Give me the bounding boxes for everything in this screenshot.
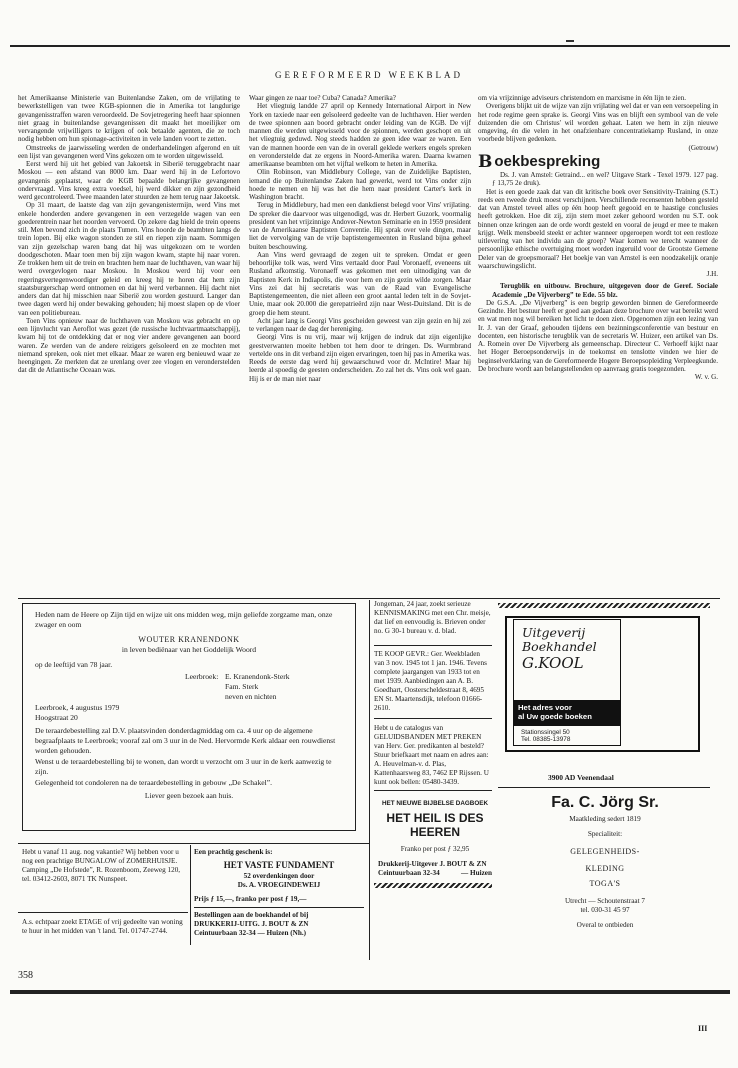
- jorg-item: TOGA'S: [589, 879, 621, 888]
- funeral-attend-info: Wenst u de teraardebestelling bij te wonen, dan wordt u verzocht om 3 uur in de kerk aanwezig te zijn.: [35, 757, 332, 776]
- deceased-role: in leven bediënaar van het Goddelijk Woord: [121, 645, 257, 655]
- article-column-3: [478, 94, 718, 381]
- article-paragraph: Waar gingen ze naar toe? Cuba? Canada? Amerika?: [249, 94, 396, 102]
- jorg-phone: tel. 030-31 45 97: [580, 906, 630, 914]
- heading-rest: oekbespreking: [494, 152, 601, 170]
- kool-logo-card: [513, 619, 621, 746]
- kool-city: 3900 AD Veenendaal: [548, 773, 614, 782]
- kool-phone: Tel. 08385-13978: [521, 736, 571, 744]
- death-notice: [22, 603, 356, 831]
- jorg-tailor-ad: [500, 794, 710, 930]
- fundament-author: Ds. A. VROEGINDEWEIJ: [237, 881, 321, 889]
- article-paragraph: Overigens blijkt uit de wijze van zijn vrijlating wel dat er van een versoepeling in het rode regime geen sprake is. Georgi Vins was en blijft een symbool van de vele duizenden die om Christus' wil worden gehaat. Laten we hem in zijn nieuwe omgeving, én die velen in het onafzienbare concentratiekamp Rusland, in onze voorbede blijven gedenken.: [478, 102, 718, 144]
- kool-address: Stationssingel 50: [521, 729, 570, 736]
- fundament-ad: [194, 848, 364, 938]
- review-signature: W. v. G.: [694, 373, 718, 381]
- top-dash-mark: [566, 40, 574, 42]
- zigzag-border: [374, 883, 492, 888]
- fundament-address: Ceintuurbaan 32-34 — Huizen (Nh.): [194, 929, 307, 937]
- kool-tagline-2: al Uw goede boeken: [518, 712, 592, 721]
- jorg-item: KLEDING: [585, 864, 625, 873]
- page-number: 358: [18, 970, 33, 981]
- signers-label: Leerbroek:: [185, 672, 219, 682]
- top-rule: [10, 45, 730, 47]
- deceased-name: WOUTER KRANENDONK: [138, 635, 240, 645]
- article-signature: (Getrouw): [688, 143, 718, 152]
- kool-line-uitgeverij: Uitgeverij: [522, 625, 586, 640]
- section-heading-boekbespreking: [478, 151, 718, 172]
- heil-ad: [378, 800, 492, 878]
- article-paragraph: Toen Vins opnieuw naar de luchthaven van Moskou was gebracht en op een lijnvlucht van Aeroflot was gezet (de russische luchtvaartmaatschappij), kwam hij tot de ontdekking dat er nog vier andere gevangenen aan boord waren. Ze werden van de andere reizigers geïsoleerd en ze mochten met niemand spreken, ook niet met elkaar. Maar ze waren erg benieuwd waar ze heengingen. Ze merkten dat ze urenlang over zee vlogen en veronderstelden dat dit de Atlantische Oceaan was.: [18, 316, 240, 375]
- fundament-price: Prijs ƒ 15,—, franko per post ƒ 19,—: [194, 895, 307, 903]
- heading-initial: B: [478, 151, 493, 172]
- fundament-intro: Een prachtig geschenk is:: [194, 848, 273, 856]
- notice-address: Hoogstraat 20: [35, 712, 78, 722]
- ad-divider: [18, 912, 188, 913]
- corner-mark: III: [698, 1024, 708, 1033]
- heil-ad-kicker: HET NIEUWE BIJBELSE DAGBOEK: [381, 800, 488, 807]
- heil-ad-price: Franko per post ƒ 32,95: [400, 845, 470, 853]
- article-paragraph: Olin Robinson, van Middlebury College, van de Zuidelijke Baptisten, iemand die op Buitenlandse Zaken had gewerkt, werd tot Vins onder zijn hoede te nemen en hij was het die hem naar president Carter's kerk in Washington bracht.: [249, 168, 471, 201]
- classified-divider: [374, 718, 492, 719]
- signers-list: [225, 672, 290, 701]
- fundament-title: HET VASTE FUNDAMENT: [223, 860, 335, 870]
- article-paragraph: Het vliegtuig landde 27 april op Kennedy International Airport in New York en taxiede naar een geïsoleerd gedeelte van de luchthaven. Hier werden de twee spionnen aan boord gebracht onder leiding van de KGB. De vijf mannen die werden uitgewisseld voor de spionnen, werden geschopt en uit het vliegtuig geduwd. Nog steeds hadden ze geen idee waar ze waren. Een van de mannen hoorde een van de in overall geklede werkers engels spreken en veronderstelde dat ze ergens in Noord-Amerika waren. Daarna kwamen amerikaanse beambten om het vijftal welkom te heten in Amerika.: [249, 102, 471, 168]
- classified-catalogus: Hebt u de catalogus van GELUIDSBANDEN MET PREKEN van Herv. Ger. predikanten al besteld? Stuur briefkaart met naam en adres aan: A. Heuvelman-v. d. Plas, Kattenhaarsweg 83, 7462 EP Rijssen. U kunt ook bellen: 05480-3439.: [374, 724, 489, 786]
- signer: E. Kranendonk-Sterk: [225, 672, 290, 682]
- classified-kennismaking: Jongeman, 24 jaar, zoekt serieuze KENNISMAKING met een Chr. meisje, dat lief en eenvoudig is. Brieven onder no. G 30-1 bureau v. d. blad.: [374, 600, 491, 635]
- column-divider: [190, 845, 191, 945]
- jorg-address: Utrecht — Schoutenstraat 7: [564, 897, 646, 905]
- fundament-subtitle: 52 overdenkingen door: [243, 872, 315, 880]
- condolence-info: Gelegenheid tot condoleren na de teraardebestelling in gebouw „De Schakel”.: [35, 778, 272, 788]
- signers-block: [35, 672, 343, 701]
- heil-ad-title: HET HEIL IS DES: [386, 811, 484, 825]
- classified-etage: A.s. echtpaar zoekt ETAGE of vrij gedeelte van woning te huur in het midden van 't land. Tel. 01747-2744.: [22, 918, 183, 935]
- review-body: De G.S.A. „De Vijverberg” is een begrip geworden binnen de Gereformeerde Gezindte. Het bestuur heeft er goed aan gedaan deze brochure over wat bereikt werd en wat men nog wil bereiken het licht te doen zien. Opgenomen zijn een lezing van Ir. J. van der Graaf, gehouden tijdens een bezinningsconferentie van bestuur en docenten, een historische terugblik van de secretaris W. Huizer, een artikel van Ds. A. Romein over De Vijverberg als gemeenschap. Directeur C. Verhoeff kijkt naar het Hoger Beroepsonderwijs in de toekomst en tenslotte vinden we hier de beginselverklaring van de Gereformeerde Hogere Beroepsopleiding Verpleegkunde. De brochure wordt aan belangstellenden op aanvraag gratis toegezonden.: [478, 298, 718, 373]
- ad-divider: [18, 843, 370, 844]
- kool-address-block: [521, 729, 570, 744]
- fundament-publisher: DRUKKERIJ-UITG. J. BOUT & ZN: [194, 920, 309, 928]
- classified-divider: [374, 790, 492, 791]
- article-paragraph: Omstreeks de jaarwisseling werden de onderhandelingen afgerond en uit een lijst van gevangenen werd Vins gekozen om te worden uitgewisseld.: [18, 143, 240, 160]
- heil-ad-title-line2: HEEREN: [409, 825, 460, 839]
- review-book-heading: Ds. J. van Amstel: Getraind... en wel? Uitgave Stark - Texel 1979. 127 pag. ƒ 13,75 2e druk).: [492, 171, 718, 188]
- review-signature: J.H.: [706, 270, 718, 278]
- article-paragraph: Aan Vins werd gevraagd de zegen uit te spreken. Omdat er geen behoorlijke tolk was, werd Vins vertaald door Paul Voronaeff, eveneens uit Rusland afkomstig. Voronaeff was gekomen met een uitnodiging van de Baptisten Kerk in Indiapolis, die voor hem en zijn gezin wilde zorgen. Maar Vins zei dat hij secretaris was van de Raad van Evangelische Baptistengemeenten, die niet alleen een groot aantal leden telt in de Sovjet-Unie, maar ook 20.000 die gerepatrieërd zijn naar West-Duitsland. Dit is de groep die hem steunt.: [249, 250, 471, 317]
- notice-date: Leerbroek, 4 augustus 1979: [35, 703, 120, 713]
- jorg-note: Overal te ontbieden: [576, 921, 634, 929]
- jorg-specialty-label: Specialiteit:: [587, 830, 623, 838]
- heil-ad-publisher: Drukkerij-Uitgever J. BOUT & ZN: [378, 860, 487, 868]
- article-paragraph: Georgi Vins is nu vrij, maar wij krijgen de indruk dat zijn eigenlijke geestverwanten moeite hebben tot hem door te dringen. Ds. Wurmbrand vertelde ons in dit verband zijn eigen ervaringen, toen hij pas in Amerika was. Reeds de eerste dag werd hij gewaarschuwd voor dr. McIntire! Maar hij leerde al spoedig de geesten onderscheiden. Zo zal het ds. Vins ook wel gaan. Hij is er de man niet naar: [249, 333, 471, 383]
- ad-divider: [498, 787, 710, 788]
- jorg-name: Fa. C. Jörg Sr.: [551, 794, 659, 811]
- review-body: Het is een goede zaak dat van dit kritische boek over Sensitivity-Training (S.T.) reeds een tweede druk moest verschijnen. Verschillende recensenten hebben gesteld dat van Amstel teveel alles op één hoop heeft gegooid en te haastige conclusies heeft getrokken. Hoe dit zij, zijn stem moet zeker gehoord worden nu S.T. ook binnen onze kringen aan de orde wordt gesteld en vooral de jeugd er mee te maken krijgt. Welk mensbeeld steekt er achter wanneer opgeroepen wordt tot een restloze uitlevering van het individu aan de groep? Waar komen we terecht wanneer de persoonlijke ethische overtuiging moet worden ingeruild voor de Grootste Gemene Deler van de groepsmoraal? Het boekje van van Amstel is een noodzakelijk oranje waarschuwingslicht.: [478, 187, 718, 270]
- no-visits-note: Liever geen bezoek aan huis.: [144, 790, 234, 800]
- article-column-2: [249, 94, 471, 383]
- classified-vakantie: Hebt u vanaf 11 aug. nog vakantie? Wij hebben voor u nog een prachtige BUNGALOW of ZOMERHUISJE. Camping „De Hofstede”, R. Rozenboom, Zeeweg 120, tel. 03412-2603, 8071 TK Nunspeet.: [22, 848, 181, 883]
- classified-te-koop: TE KOOP GEVR.: Ger. Weekbladen van 3 nov. 1945 tot 1 jan. 1946. Tevens complete jaargangen van 1933 tot en met 1939. Aanbiedingen aan A. B. Goedhart, Oosterscheldestraat 8, 4695 EN St. Maartensdijk, telefoon 01666-2610.: [374, 650, 487, 712]
- article-paragraph: Terug in Middlebury, had men een dankdienst belegd voor Vins' vrijlating. De spreker die daarvoor was uitgenodigd, was dr. Herbert Guzork, voormalig president van het vrijzinnige Andover-Newton Seminarie en in 1959 president van de Amerikaanse Baptisten Conventie. Hij sprak over vele dingen, maar liet de vervolging van de vrije baptistengemeenten in Rusland bijna geheel buiten beschouwing.: [249, 201, 471, 251]
- article-paragraph: Acht jaar lang is Georgi Vins gescheiden geweest van zijn gezin en hij zei te verlangen naar de dag der hereniging.: [249, 316, 471, 333]
- jorg-item: GELEGENHEIDS-: [570, 847, 640, 856]
- ads-separator: [18, 598, 720, 599]
- article-paragraph: het Amerikaanse Ministerie van Buitenlandse Zaken, om de vrijlating te bewerkstelligen van twee KGB-spionnen die in Amerika tot langdurige gevangenisstraffen waren veroordeeld. De Sovjetregering heeft haar spionnen niet graag in buitenlandse gevangenissen dit maakt het moeilijker om vervangende vrijwilligers te krijgen of ook betaalde agenten, die ze toch nodig hebben om hun spionage-activiteiten in vele landen voort te zetten.: [18, 94, 240, 144]
- death-intro: Heden nam de Heere op Zijn tijd en wijze uit ons midden weg, mijn geliefde zorgzame man, onze zwager en oom: [35, 610, 333, 629]
- kool-line-boekhandel: Boekhandel: [522, 639, 597, 654]
- signer: neven en nichten: [225, 691, 277, 701]
- heil-ad-street: Ceintuurbaan 32-34: [378, 869, 440, 877]
- kool-tagline: [513, 700, 621, 726]
- kool-tagline-1: Het adres voor: [518, 703, 572, 712]
- signer: Fam. Sterk: [225, 681, 259, 691]
- fundament-order: Bestellingen aan de boekhandel of bij: [194, 911, 309, 919]
- article-paragraph: Eerst werd hij uit het gebied van Jakoetsk in Siberië teruggebracht naar Moskou — een afstand van 8000 km. Daar werd hij in de Lefortovo gevangenis geplaatst, waar de KGB bepaalde belangrijke gevangenen ondervraagd. Vins kreeg extra voedsel, hij werd dikker en zijn gezondheid werd gecontroleerd. Twee maanden later stuurden ze hem terug naar Jakoetsk.: [18, 160, 240, 201]
- classified-divider: [374, 645, 492, 646]
- deceased-age: op de leeftijd van 78 jaar.: [35, 659, 113, 669]
- kool-bookshop-ad: [505, 616, 700, 752]
- article-paragraph: Op 31 maart, de laatste dag van zijn gevangenistermijn, werd Vins met enkele honderden andere gevangenen in een verzegelde wagen van een goederentrein naar het noorden vervoerd. Op zekere dag hield de trein opeens stil. Men bevond zich in de plaats Tumen. Vins hoorde de beambten langs de trein lopen. Bij elke wagon stonden ze stil en riepen zijn naam. Sommigen van zijn gezelschap waren bang dat hij was uitgekozen om te worden doodgeschoten. Maar toen men bij zijn wagon kwam, stapte hij naar voren. Ze trokken hem uit de trein en brachten hem naar de luchthaven, van waar hij werd overgevlogen naar Moskou. In Moskou werd hij voor een regeringsvertegenwoordiger geleid en kreeg hij te horen dat hem zijn staatsburgerschap werd ontnomen en dat hij werd verbannen. Hij dacht niet anders dan dat hij misschien naar Siberië zou worden gestuurd. Langer dan twee dagen werd hij onder bewaking gehouden; hij moest slapen op de vloer van een politiebureau.: [18, 201, 240, 317]
- zigzag-border: [498, 603, 710, 608]
- heil-ad-address: [378, 869, 492, 878]
- bottom-rule: [10, 990, 730, 994]
- funeral-info: De teraardebestelling zal D.V. plaatsvinden donderdagmiddag om ca. 4 uur op de algemene begraafplaats te Leerbroek; vooraf zal om 3 uur in de Ned. Hervormde Kerk aldaar een rouwdienst worden gehouden.: [35, 726, 336, 755]
- article-paragraph: om via vrijzinnige adviseurs christendom en marxisme in één lijn te zien.: [478, 94, 687, 102]
- jorg-subtitle: Maatkleding sedert 1819: [569, 815, 641, 823]
- review-book-title: Terugblik en uitbouw. Brochure, uitgegeven door de Geref. Sociale Academie „De Vijverberg” te Ede. 55 blz.: [492, 282, 718, 299]
- article-column-1: [18, 94, 240, 375]
- column-divider: [369, 600, 370, 960]
- kool-line-name: G.KOOL: [522, 654, 584, 672]
- review-book-heading: [478, 282, 718, 299]
- heil-ad-city: — Huizen: [461, 869, 492, 877]
- masthead: GEREFORMEERD WEEKBLAD: [274, 70, 464, 80]
